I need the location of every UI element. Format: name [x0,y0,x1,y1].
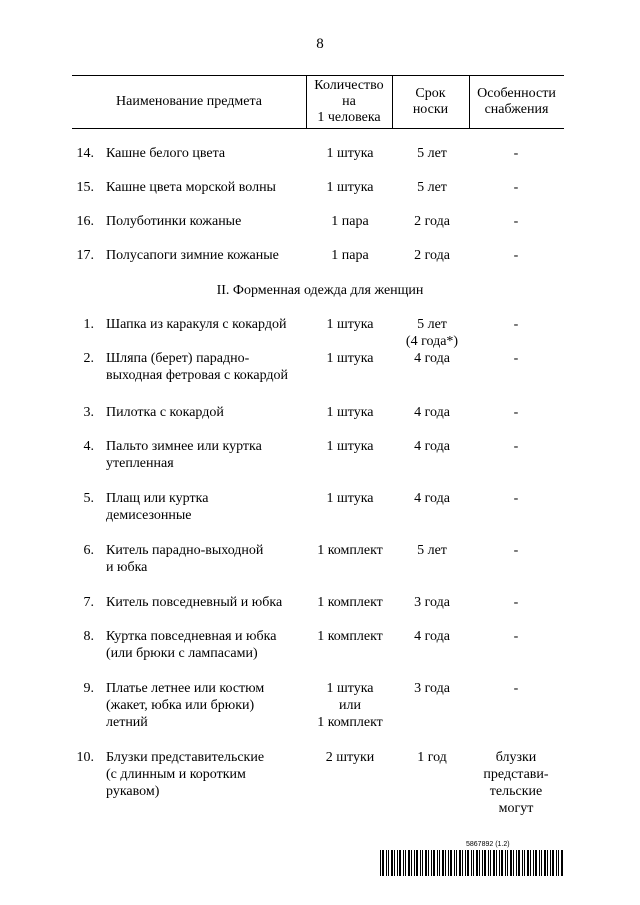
row-features: - [513,351,519,366]
row-term: 4 года [414,405,450,420]
row-term: 4 года [414,439,450,454]
row-item-name: Полусапоги зимние кожаные [106,248,279,263]
row-features: - [513,405,519,420]
row-features: - [513,317,519,332]
row-number: 15. [76,180,94,195]
row-item-name: Шапка из каракуля с кокардой [106,317,287,332]
barcode-image [380,850,564,876]
row-term: 1 год [417,750,447,765]
row-item-name: Куртка повседневная и юбка (или брюки с лампасами) [106,629,277,661]
row-quantity: 1 пара [331,214,369,229]
row-number: 7. [83,595,94,610]
row-features: - [513,681,519,696]
row-item-name: Платье летнее или костюм (жакет, юбка или брюки) летний [106,681,265,730]
row-quantity: 1 штука [326,146,374,161]
row-term: 2 года [414,214,450,229]
row-features: - [513,248,519,263]
row-number: 10. [76,750,94,765]
row-quantity: 1 комплект [317,595,383,610]
row-item-name: Пальто зимнее или куртка утепленная [106,439,262,471]
row-item-name: Пилотка с кокардой [106,405,224,420]
row-features: - [513,595,519,610]
row-term: 5 лет (4 года*) [405,317,459,349]
row-term: 2 года [414,248,450,263]
row-number: 3. [83,405,94,420]
row-features: - [513,146,519,161]
page-number: 8 [316,36,324,52]
row-item-name: Плащ или куртка демисезонные [106,491,209,523]
row-quantity: 1 пара [331,248,369,263]
row-number: 5. [83,491,94,506]
header-top-rule [72,75,564,76]
row-item-name: Китель парадно-выходной и юбка [106,543,264,575]
row-quantity: 1 штука [326,180,374,195]
row-number: 2. [83,351,94,366]
row-term: 4 года [414,351,450,366]
row-number: 17. [76,248,94,263]
row-quantity: 1 штука [326,439,374,454]
row-item-name: Кашне цвета морской волны [106,180,276,195]
row-item-name: Шляпа (берет) парадно- выходная фетровая с кокардой [106,351,289,383]
row-number: 1. [83,317,94,332]
row-item-name: Кашне белого цвета [106,146,226,161]
row-features: - [513,180,519,195]
row-item-name: Полуботинки кожаные [106,214,242,229]
row-quantity: 2 штуки [325,750,375,765]
row-features: блузки представи- тельские могут [483,750,549,816]
row-features: - [513,214,519,229]
row-number: 14. [76,146,94,161]
row-term: 3 года [414,681,450,696]
row-term: 4 года [414,491,450,506]
row-quantity: 1 штука [326,491,374,506]
row-number: 4. [83,439,94,454]
section-title: II. Форменная одежда для женщин [216,283,424,298]
row-quantity: 1 штука [326,317,374,332]
row-quantity: 1 штука [326,351,374,366]
row-item-name: Блузки представительские (с длинным и коротким рукавом) [106,750,265,799]
document-code: 5867892 (1.2) [466,841,510,848]
header-name: Наименование предмета [116,94,262,109]
row-term: 3 года [414,595,450,610]
row-term: 5 лет [417,146,447,161]
row-term: 4 года [414,629,450,644]
row-number: 16. [76,214,94,229]
row-features: - [513,629,519,644]
row-features: - [513,543,519,558]
row-number: 8. [83,629,94,644]
row-quantity: 1 штука или 1 комплект [317,681,383,730]
row-number: 6. [83,543,94,558]
row-quantity: 1 штука [326,405,374,420]
header-quantity: Количество на 1 человека [314,78,384,125]
header-bottom-rule [72,128,564,129]
row-item-name: Китель повседневный и юбка [106,595,283,610]
header-features: Особенности снабжения [477,86,556,117]
row-term: 5 лет [417,180,447,195]
row-number: 9. [83,681,94,696]
row-quantity: 1 комплект [317,629,383,644]
row-features: - [513,439,519,454]
row-term: 5 лет [417,543,447,558]
header-term: Срок носки [412,86,449,117]
row-quantity: 1 комплект [317,543,383,558]
row-features: - [513,491,519,506]
